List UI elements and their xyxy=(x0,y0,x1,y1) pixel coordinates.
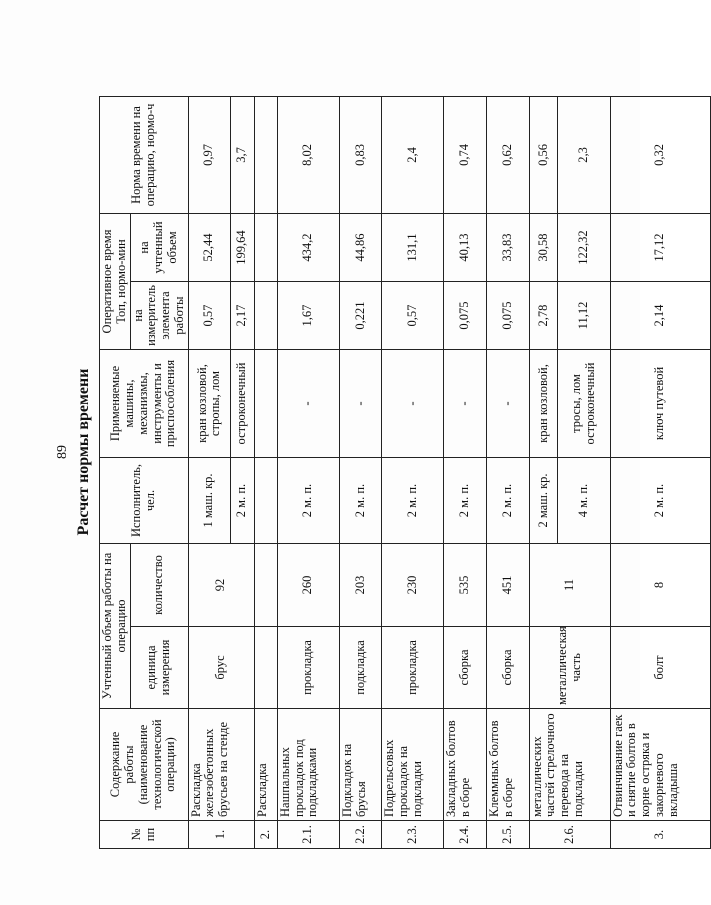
row-quantity: 203 xyxy=(339,544,382,627)
header-volume: Учтенный объем работы на операцию xyxy=(100,544,131,709)
row-norm: 0,74 xyxy=(444,96,487,213)
row-num: 2.3. xyxy=(382,821,444,849)
table-row xyxy=(277,96,339,848)
table-row xyxy=(610,96,710,848)
row-time-volume: 52,44 xyxy=(188,213,231,281)
table-row xyxy=(188,96,231,848)
row-time-element: 0,57 xyxy=(382,282,444,350)
row-norm: 2,3 xyxy=(558,96,610,213)
row-unit: сборка xyxy=(444,627,487,709)
header-num: № пп xyxy=(100,821,189,849)
row-num: 2.2. xyxy=(339,821,382,849)
row-num: 1. xyxy=(188,821,254,849)
row-time-element: 2,14 xyxy=(610,282,710,350)
table-row xyxy=(529,96,558,848)
row-num: 2.6. xyxy=(529,821,610,849)
row-norm: 8,02 xyxy=(277,96,339,213)
table-row xyxy=(339,96,382,848)
row-machines: - xyxy=(444,350,487,458)
row-num: 2.5. xyxy=(486,821,529,849)
row-machines: - xyxy=(339,350,382,458)
rotated-content xyxy=(47,52,680,852)
row-unit: прокладка xyxy=(382,627,444,709)
row-machines: кран козловой, xyxy=(529,350,558,458)
row-executor: 2 м. п. xyxy=(339,458,382,544)
row-time-volume: 434,2 xyxy=(277,213,339,281)
time-norm-table xyxy=(99,96,711,849)
row-time-element: 2,17 xyxy=(231,282,254,350)
row-machines: - xyxy=(277,350,339,458)
row-num: 2.1. xyxy=(277,821,339,849)
row-norm: 0,83 xyxy=(339,96,382,213)
row-executor: 2 м. п. xyxy=(486,458,529,544)
row-machines: ключ путевой xyxy=(610,350,710,458)
row-time-volume: 33,83 xyxy=(486,213,529,281)
row-num: 2. xyxy=(254,821,277,849)
row-unit: прокладка xyxy=(277,627,339,709)
row-time-element: 0,075 xyxy=(486,282,529,350)
row-norm: 2,4 xyxy=(382,96,444,213)
row-executor: 2 м. п. xyxy=(610,458,710,544)
row-executor: 1 маш. кр. xyxy=(188,458,231,544)
row-time-element: 1,67 xyxy=(277,282,339,350)
row-content: Закладных болтов в сборе xyxy=(444,709,487,821)
row-unit: брус xyxy=(188,627,254,709)
row-time-element: 0,221 xyxy=(339,282,382,350)
row-time-volume: 199,64 xyxy=(231,213,254,281)
header-per-volume: на учтенный объем xyxy=(130,213,188,281)
table-row xyxy=(382,96,444,848)
row-time-volume: 40,13 xyxy=(444,213,487,281)
row-time-element: 2,78 xyxy=(529,282,558,350)
row-quantity: 92 xyxy=(188,544,254,627)
row-machines: кран козловой, стропы, лом xyxy=(188,350,231,458)
row-executor: 2 м. п. xyxy=(277,458,339,544)
row-num: 3. xyxy=(610,821,710,849)
row-machines: тросы, лом остроконечный xyxy=(558,350,610,458)
row-executor: 2 м. п. xyxy=(382,458,444,544)
row-content: Подкладок на брусья xyxy=(339,709,382,821)
row-content: металлических частей стрелочного перевода на подкладки xyxy=(529,709,610,821)
row-content: Подрельсовых прокладок на подкладки xyxy=(382,709,444,821)
row-machines: - xyxy=(486,350,529,458)
header-per-element: на измеритель элемента работы xyxy=(130,282,188,350)
row-quantity: 451 xyxy=(486,544,529,627)
row-norm: 3,7 xyxy=(231,96,254,213)
table-row xyxy=(444,96,487,848)
row-norm: 0,62 xyxy=(486,96,529,213)
row-time-volume: 17,12 xyxy=(610,213,710,281)
document-title: Расчет нормы времени xyxy=(75,368,92,536)
row-executor: 4 м. п. xyxy=(558,458,610,544)
row-machines: остроконечный xyxy=(231,350,254,458)
row-time-volume: 122,32 xyxy=(558,213,610,281)
row-time-element: 0,075 xyxy=(444,282,487,350)
row-unit: болт xyxy=(610,627,710,709)
row-quantity: 535 xyxy=(444,544,487,627)
header-executor: Исполнитель, чел. xyxy=(100,458,189,544)
header-row xyxy=(100,96,131,848)
row-quantity: 11 xyxy=(529,544,610,627)
table-row xyxy=(486,96,529,848)
row-num: 2.4. xyxy=(444,821,487,849)
row-content: Клеммных болтов в сборе xyxy=(486,709,529,821)
row-executor: 2 маш. кр. xyxy=(529,458,558,544)
row-norm: 0,97 xyxy=(188,96,231,213)
row-executor: 2 м. п. xyxy=(231,458,254,544)
table-row xyxy=(254,96,277,848)
row-unit: подкладка xyxy=(339,627,382,709)
row-content: Отвинчивание гаек и снятие болтов в корне остряка и закорневого вкладыша xyxy=(610,709,710,821)
row-norm: 0,56 xyxy=(529,96,558,213)
row-time-element: 11,12 xyxy=(558,282,610,350)
header-content: Содержание работы (наименование технологической операции) xyxy=(100,709,189,821)
row-executor: 2 м. п. xyxy=(444,458,487,544)
row-quantity: 260 xyxy=(277,544,339,627)
header-quantity: количество xyxy=(130,544,188,627)
row-norm: 0,32 xyxy=(610,96,710,213)
row-unit: сборка xyxy=(486,627,529,709)
row-time-element: 0,57 xyxy=(188,282,231,350)
row-quantity: 8 xyxy=(610,544,710,627)
row-content: Раскладка железобетонных брусьев на стенде xyxy=(188,709,254,821)
header-norm: Норма времени на операцию, нормо-ч xyxy=(100,96,189,213)
row-time-volume: 30,58 xyxy=(529,213,558,281)
header-unit: единица измерения xyxy=(130,627,188,709)
row-unit: металлическая часть xyxy=(529,627,610,709)
row-content: Нашпальных прокладок под подкладками xyxy=(277,709,339,821)
row-time-volume: 131,1 xyxy=(382,213,444,281)
page-number: 89 xyxy=(55,445,70,459)
row-content: Раскладка xyxy=(254,709,277,821)
row-quantity: 230 xyxy=(382,544,444,627)
header-machines: Применяемые машины, механизмы, инструменты и приспособления xyxy=(100,350,189,458)
row-machines: - xyxy=(382,350,444,458)
header-op-time: Оперативное время Топ, нормо-мин xyxy=(100,213,131,349)
row-time-volume: 44,86 xyxy=(339,213,382,281)
